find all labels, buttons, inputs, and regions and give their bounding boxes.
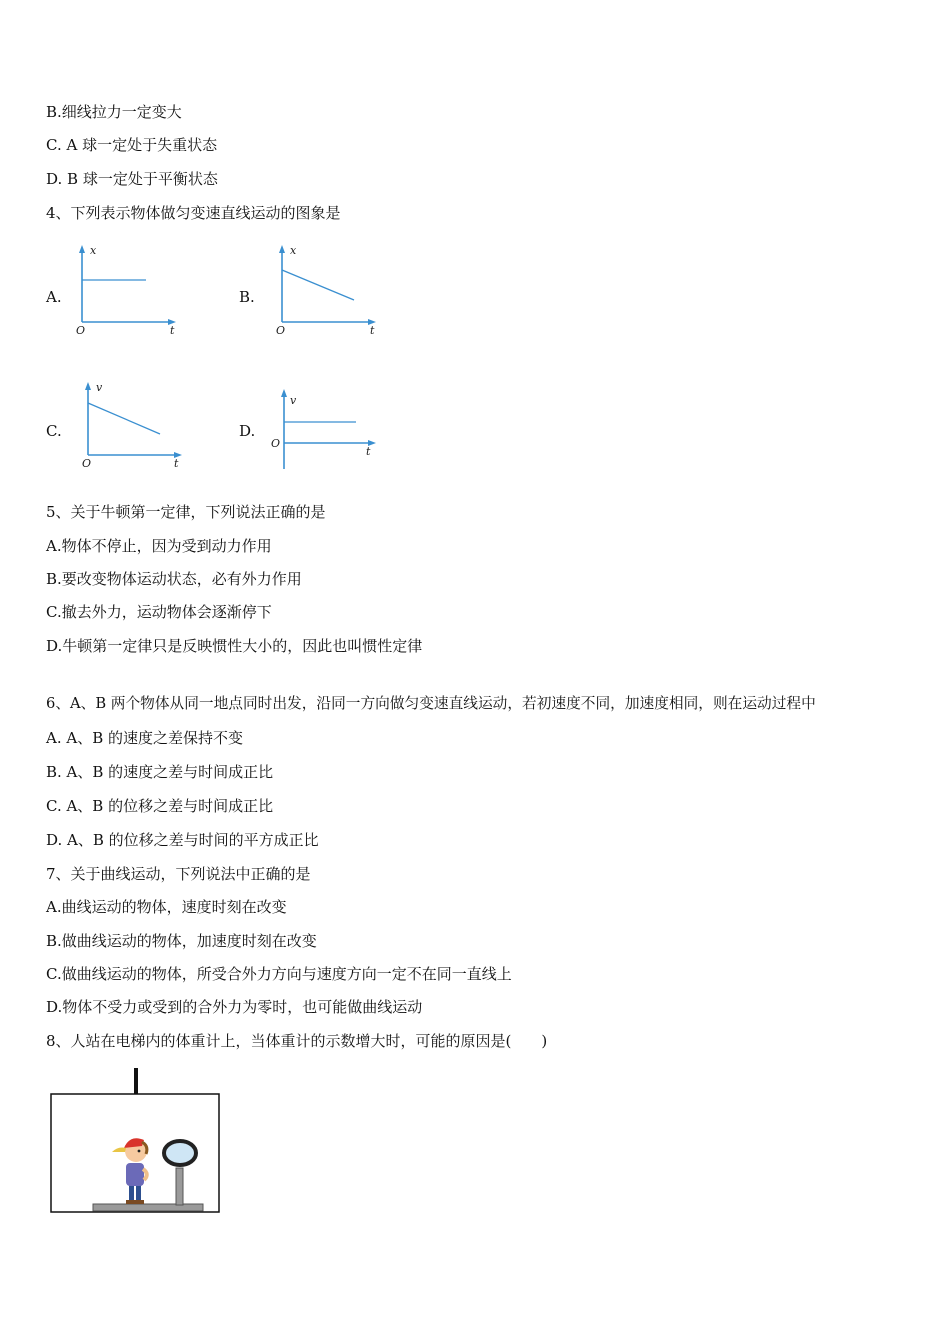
q3-option-c: C. A 球一定处于失重状态 bbox=[46, 136, 218, 154]
graph-b-x-label: t bbox=[370, 324, 375, 337]
q4-graph-a bbox=[70, 240, 185, 338]
q4-graph-b bbox=[270, 240, 385, 338]
q5-option-b: B.要改变物体运动状态，必有外力作用 bbox=[46, 570, 302, 588]
q7-option-c: C.做曲线运动的物体，所受合外力方向与速度方向一定不在同一直线上 bbox=[46, 965, 512, 983]
graph-b-y-label: x bbox=[290, 244, 297, 257]
q7-option-b: B.做曲线运动的物体，加速度时刻在改变 bbox=[46, 932, 317, 950]
graph-d-y-label: v bbox=[290, 394, 297, 407]
q7-option-d: D.物体不受力或受到的合外力为零时，也可能做曲线运动 bbox=[46, 998, 423, 1016]
q3-option-d: D. B 球一定处于平衡状态 bbox=[46, 170, 218, 188]
q4-option-a-label: A. bbox=[46, 288, 62, 306]
q6-option-d: D. A、B 的位移之差与时间的平方成正比 bbox=[46, 831, 319, 849]
elevator-figure bbox=[46, 1066, 226, 1218]
q3-option-b: B.细线拉力一定变大 bbox=[46, 103, 182, 121]
graph-a-y-label: x bbox=[90, 244, 97, 257]
graph-b-origin: O bbox=[276, 324, 286, 337]
graph-a-x-label: t bbox=[170, 324, 175, 337]
q6-option-c: C. A、B 的位移之差与时间成正比 bbox=[46, 797, 274, 815]
graph-b-line bbox=[282, 270, 354, 300]
q6-stem: 6、A、B 两个物体从同一地点同时出发，沿同一方向做匀变速直线运动，若初速度不同，加速度相同，则在运动过程中 bbox=[46, 695, 816, 712]
graph-c-line bbox=[88, 403, 160, 434]
q6-option-b: B. A、B 的速度之差与时间成正比 bbox=[46, 763, 274, 781]
elevator-cable bbox=[134, 1068, 138, 1094]
q5-option-a: A.物体不停止，因为受到动力作用 bbox=[46, 537, 272, 555]
graph-d-x-label: t bbox=[366, 445, 371, 458]
q4-option-d-label: D. bbox=[239, 422, 256, 440]
q6-option-a: A. A、B 的速度之差保持不变 bbox=[46, 729, 243, 747]
graph-c-origin: O bbox=[82, 457, 92, 470]
q4-option-c-label: C. bbox=[46, 422, 62, 440]
q8-stem: 8、人站在电梯内的体重计上，当体重计的示数增大时，可能的原因是( ) bbox=[46, 1032, 548, 1050]
graph-a-origin: O bbox=[76, 324, 86, 337]
scale-dial bbox=[164, 1141, 196, 1165]
graph-c-x-label: t bbox=[174, 457, 179, 470]
graph-d-origin: O bbox=[271, 437, 281, 450]
q4-option-b-label: B. bbox=[239, 288, 255, 306]
graph-c-y-label: v bbox=[96, 381, 103, 394]
q4-graph-c bbox=[76, 375, 191, 473]
q4-graph-d bbox=[268, 385, 383, 475]
q7-stem: 7、关于曲线运动，下列说法中正确的是 bbox=[46, 865, 311, 883]
q5-stem: 5、关于牛顿第一定律，下列说法正确的是 bbox=[46, 503, 326, 521]
scale-post bbox=[176, 1168, 183, 1205]
q7-option-a: A.曲线运动的物体，速度时刻在改变 bbox=[46, 898, 287, 916]
q5-option-c: C.撤去外力，运动物体会逐渐停下 bbox=[46, 603, 272, 621]
q5-option-d: D.牛顿第一定律只是反映惯性大小的，因此也叫惯性定律 bbox=[46, 637, 423, 655]
scale-base bbox=[93, 1204, 203, 1211]
q4-stem: 4、下列表示物体做匀变速直线运动的图象是 bbox=[46, 204, 341, 222]
